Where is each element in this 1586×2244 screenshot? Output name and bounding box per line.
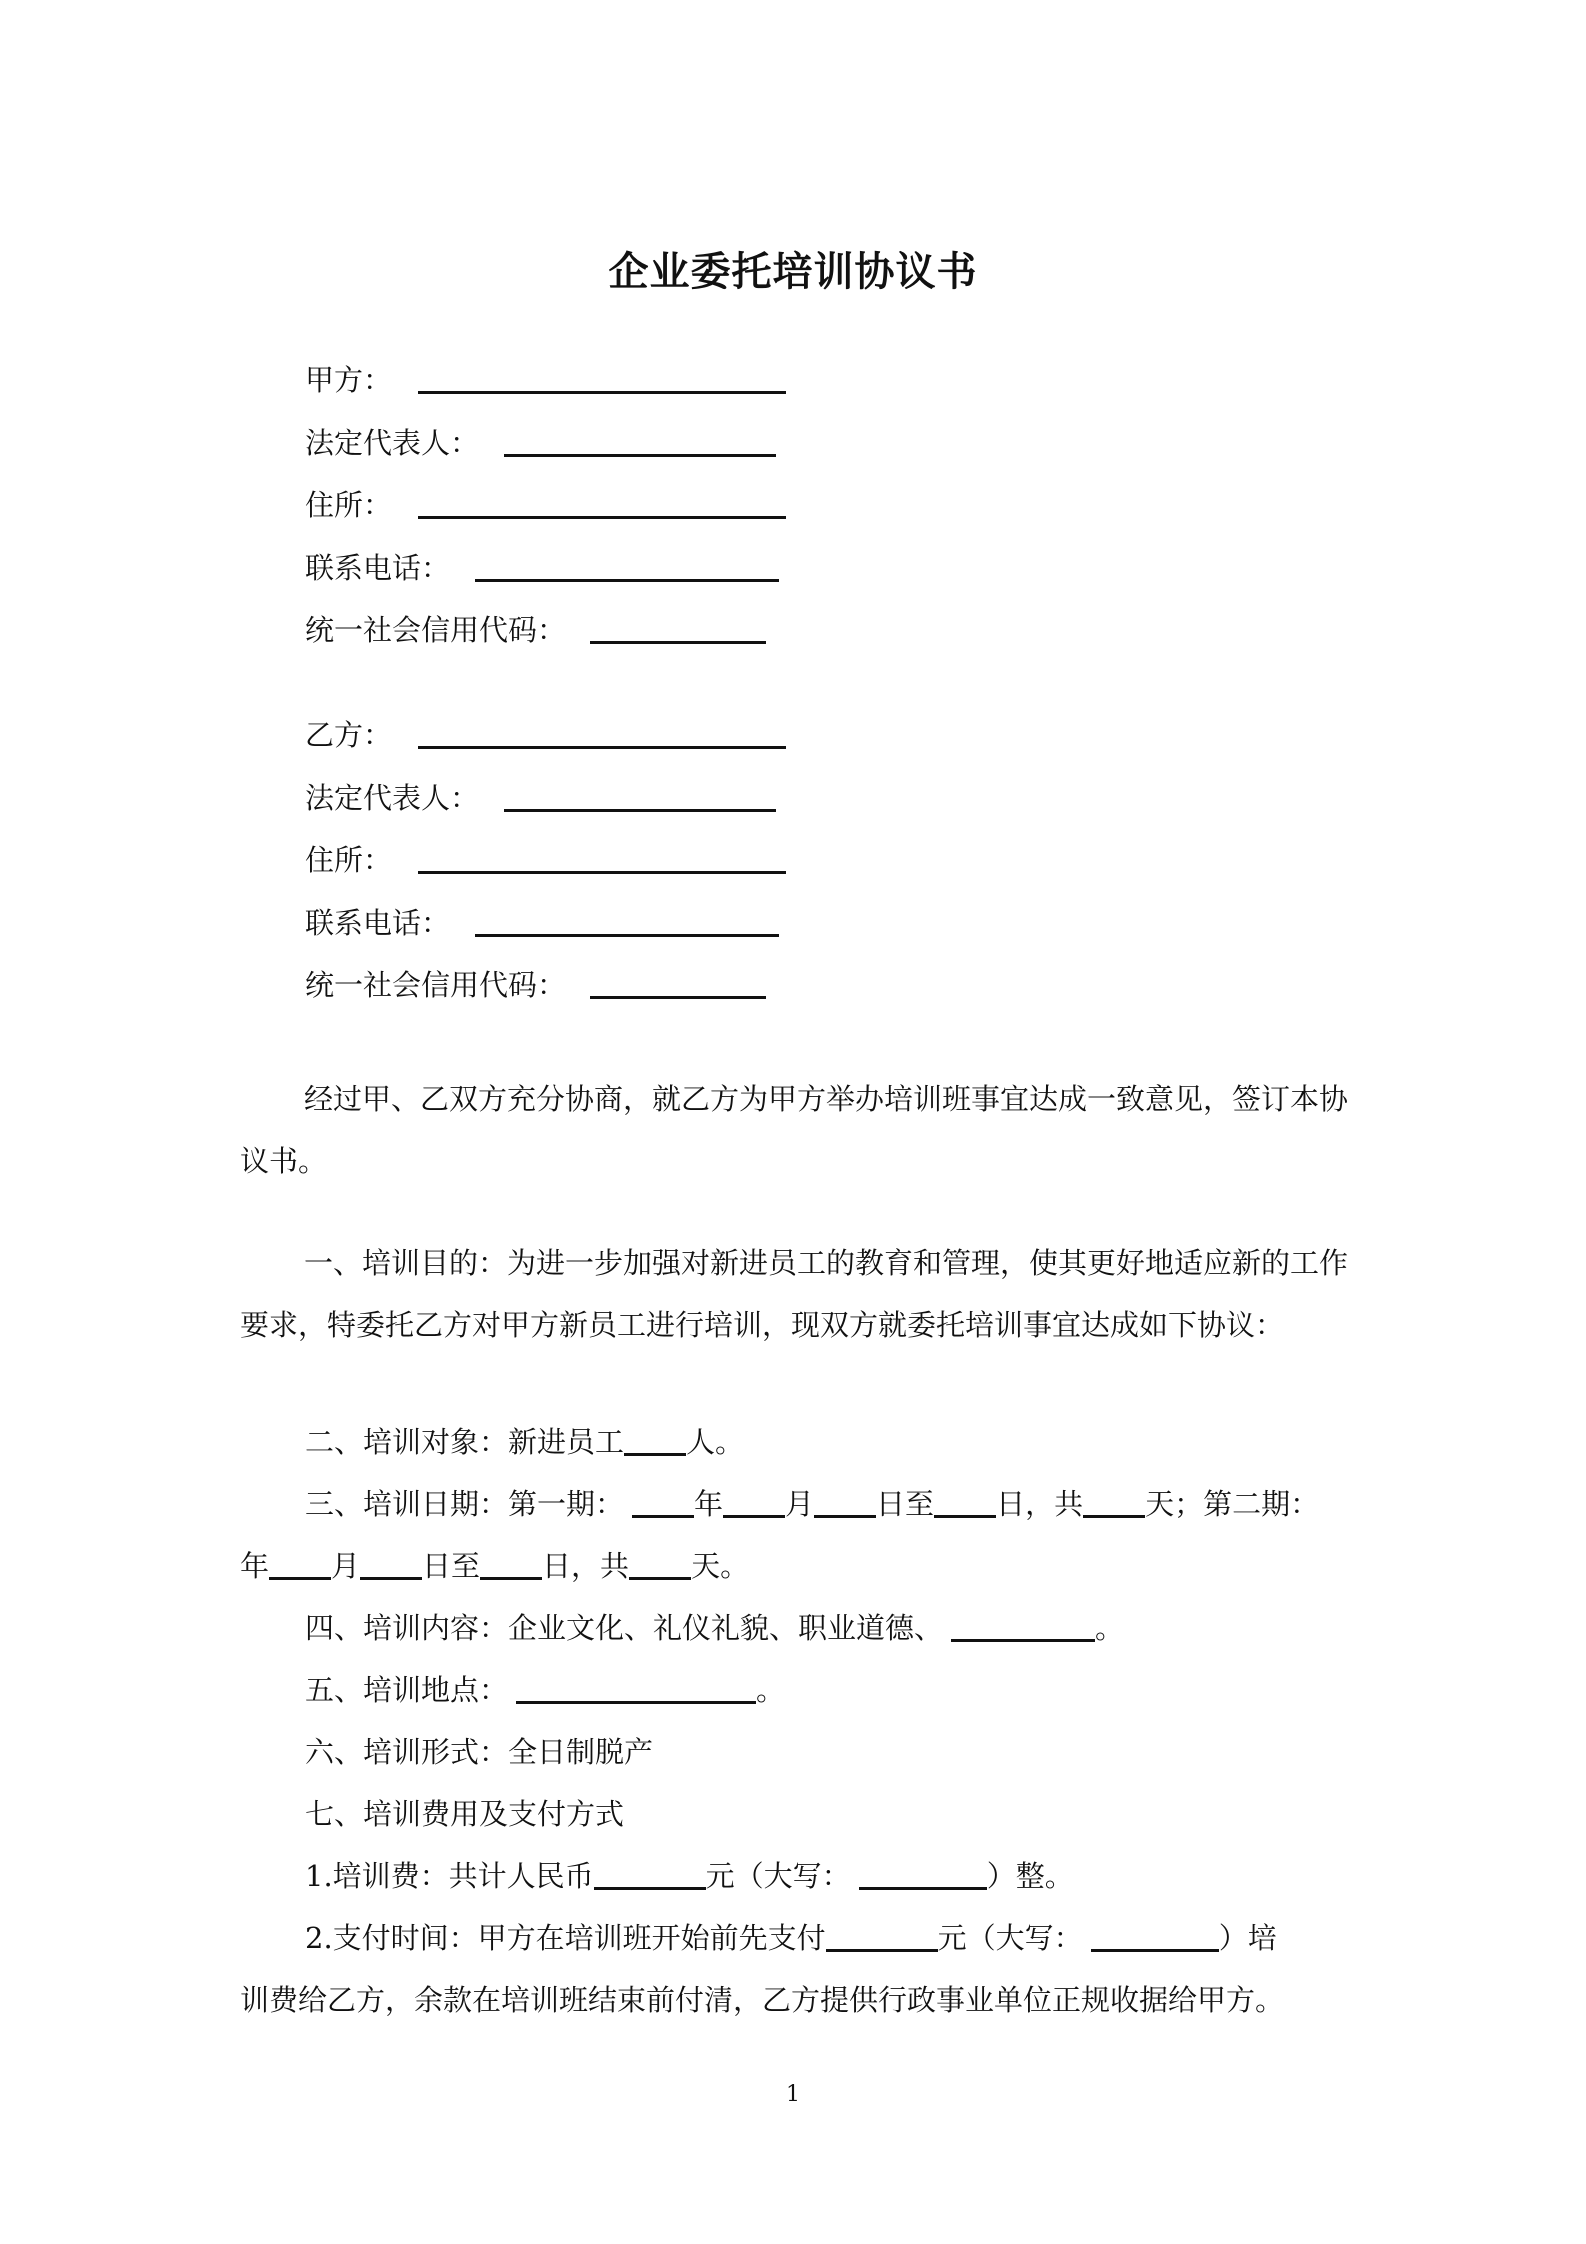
party-b-rep-blank[interactable] xyxy=(504,809,776,812)
party-a-phone-label: 联系电话： xyxy=(305,551,451,585)
clause-1-purpose: 一、培训目的：为进一步加强对新进员工的教育和管理，使其更好地适应新的工作要求，特委托乙方对甲方新员工进行培训，现双方就委托培训事宜达成如下协议： xyxy=(240,1246,1349,1342)
party-a-credit-code-field xyxy=(305,610,766,650)
day-total-label: 日，共 xyxy=(996,1487,1084,1521)
party-a-rep-field xyxy=(305,423,776,463)
intro-paragraph: 经过甲、乙双方充分协商，就乙方为甲方举办培训班事宜达成一致意见，签订本协议书。 xyxy=(240,1082,1349,1178)
party-a-address-field xyxy=(305,485,786,525)
clause-2-prefix: 二、培训对象：新进员工 xyxy=(305,1425,625,1459)
party-b-address-blank[interactable] xyxy=(418,871,786,874)
fee-amount-words-blank[interactable] xyxy=(859,1887,987,1890)
clause-4-content xyxy=(305,1608,1124,1648)
training-content-blank[interactable] xyxy=(951,1639,1095,1642)
period1-day-start-blank[interactable] xyxy=(814,1515,876,1518)
party-b-address-field xyxy=(305,840,786,880)
period1-year-blank[interactable] xyxy=(632,1515,694,1518)
period2-month-label: 月 xyxy=(331,1549,361,1583)
item-2-suffix: ）培 xyxy=(1218,1921,1277,1955)
clause-2-participants xyxy=(305,1422,744,1462)
participants-count-blank[interactable] xyxy=(624,1453,686,1456)
month-label: 月 xyxy=(785,1487,815,1521)
party-b-rep-field xyxy=(305,778,776,818)
item-1-prefix: 1.培训费：共计人民币 xyxy=(305,1859,594,1893)
party-b-name-label: 乙方： xyxy=(305,718,393,752)
clause-3-dates-line2 xyxy=(240,1546,749,1586)
period2-end-label: 天。 xyxy=(691,1549,750,1583)
party-a-address-label: 住所： xyxy=(305,488,393,522)
item-1-suffix: ）整。 xyxy=(986,1859,1074,1893)
clause-5-prefix: 五、培训地点： xyxy=(305,1673,509,1707)
party-a-phone-blank[interactable] xyxy=(475,579,779,582)
prepay-amount-words-blank[interactable] xyxy=(1091,1949,1219,1952)
party-b-credit-code-field xyxy=(305,965,766,1005)
period2-day-end-blank[interactable] xyxy=(480,1577,542,1580)
clause-4-prefix: 四、培训内容：企业文化、礼仪礼貌、职业道德、 xyxy=(305,1611,944,1645)
fee-amount-blank[interactable] xyxy=(594,1887,706,1890)
document-title: 企业委托培训协议书 xyxy=(608,248,978,295)
clause-5-suffix: 。 xyxy=(756,1673,786,1707)
period2-year-label: 年 xyxy=(240,1549,270,1583)
party-b-name-blank[interactable] xyxy=(418,746,786,749)
period1-month-blank[interactable] xyxy=(723,1515,785,1518)
party-a-address-blank[interactable] xyxy=(418,516,786,519)
prepay-amount-blank[interactable] xyxy=(826,1949,938,1952)
clause-5-location xyxy=(305,1670,785,1710)
item-2-payment xyxy=(305,1918,1277,1958)
item-2-payment-line2: 训费给乙方，余款在培训班结束前付清，乙方提供行政事业单位正规收据给甲方。 xyxy=(240,1983,1285,2017)
period2-days-blank[interactable] xyxy=(629,1577,691,1580)
party-a-name-blank[interactable] xyxy=(418,391,786,394)
training-location-blank[interactable] xyxy=(516,1701,756,1704)
party-a-phone-field xyxy=(305,548,779,588)
clause-7-fees: 七、培训费用及支付方式 xyxy=(305,1797,625,1831)
party-b-phone-label: 联系电话： xyxy=(305,906,451,940)
party-a-name-label: 甲方： xyxy=(305,363,393,397)
party-a-rep-blank[interactable] xyxy=(504,454,776,457)
year-label: 年 xyxy=(694,1487,724,1521)
party-b-rep-label: 法定代表人： xyxy=(305,781,480,815)
day-to-label: 日至 xyxy=(876,1487,935,1521)
item-2-mid: 元（大写： xyxy=(937,1921,1083,1955)
period2-day-start-blank[interactable] xyxy=(360,1577,422,1580)
clause-4-suffix: 。 xyxy=(1095,1611,1125,1645)
party-a-name-field xyxy=(305,360,786,400)
clause-6-format: 六、培训形式：全日制脱产 xyxy=(305,1735,654,1769)
period2-day-total-label: 日，共 xyxy=(542,1549,630,1583)
clause-2-suffix: 人。 xyxy=(686,1425,745,1459)
item-1-fee xyxy=(305,1856,1074,1896)
party-b-name-field xyxy=(305,715,786,755)
clause-3-prefix: 三、培训日期：第一期： xyxy=(305,1487,625,1521)
period1-day-end-blank[interactable] xyxy=(934,1515,996,1518)
clause-3-dates-line1 xyxy=(305,1484,1319,1524)
party-b-credit-code-label: 统一社会信用代码： xyxy=(305,968,567,1002)
period2-month-blank[interactable] xyxy=(269,1577,331,1580)
party-b-phone-field xyxy=(305,903,779,943)
party-a-credit-code-blank[interactable] xyxy=(590,641,766,644)
days-end-label: 天；第二期： xyxy=(1145,1487,1320,1521)
period1-days-blank[interactable] xyxy=(1083,1515,1145,1518)
party-b-credit-code-blank[interactable] xyxy=(590,996,766,999)
party-a-credit-code-label: 统一社会信用代码： xyxy=(305,613,567,647)
item-1-mid: 元（大写： xyxy=(705,1859,851,1893)
party-b-address-label: 住所： xyxy=(305,843,393,877)
page-number: 1 xyxy=(786,2082,800,2107)
party-a-rep-label: 法定代表人： xyxy=(305,426,480,460)
period2-day-to-label: 日至 xyxy=(422,1549,481,1583)
party-b-phone-blank[interactable] xyxy=(475,934,779,937)
item-2-prefix: 2.支付时间：甲方在培训班开始前先支付 xyxy=(305,1921,826,1955)
